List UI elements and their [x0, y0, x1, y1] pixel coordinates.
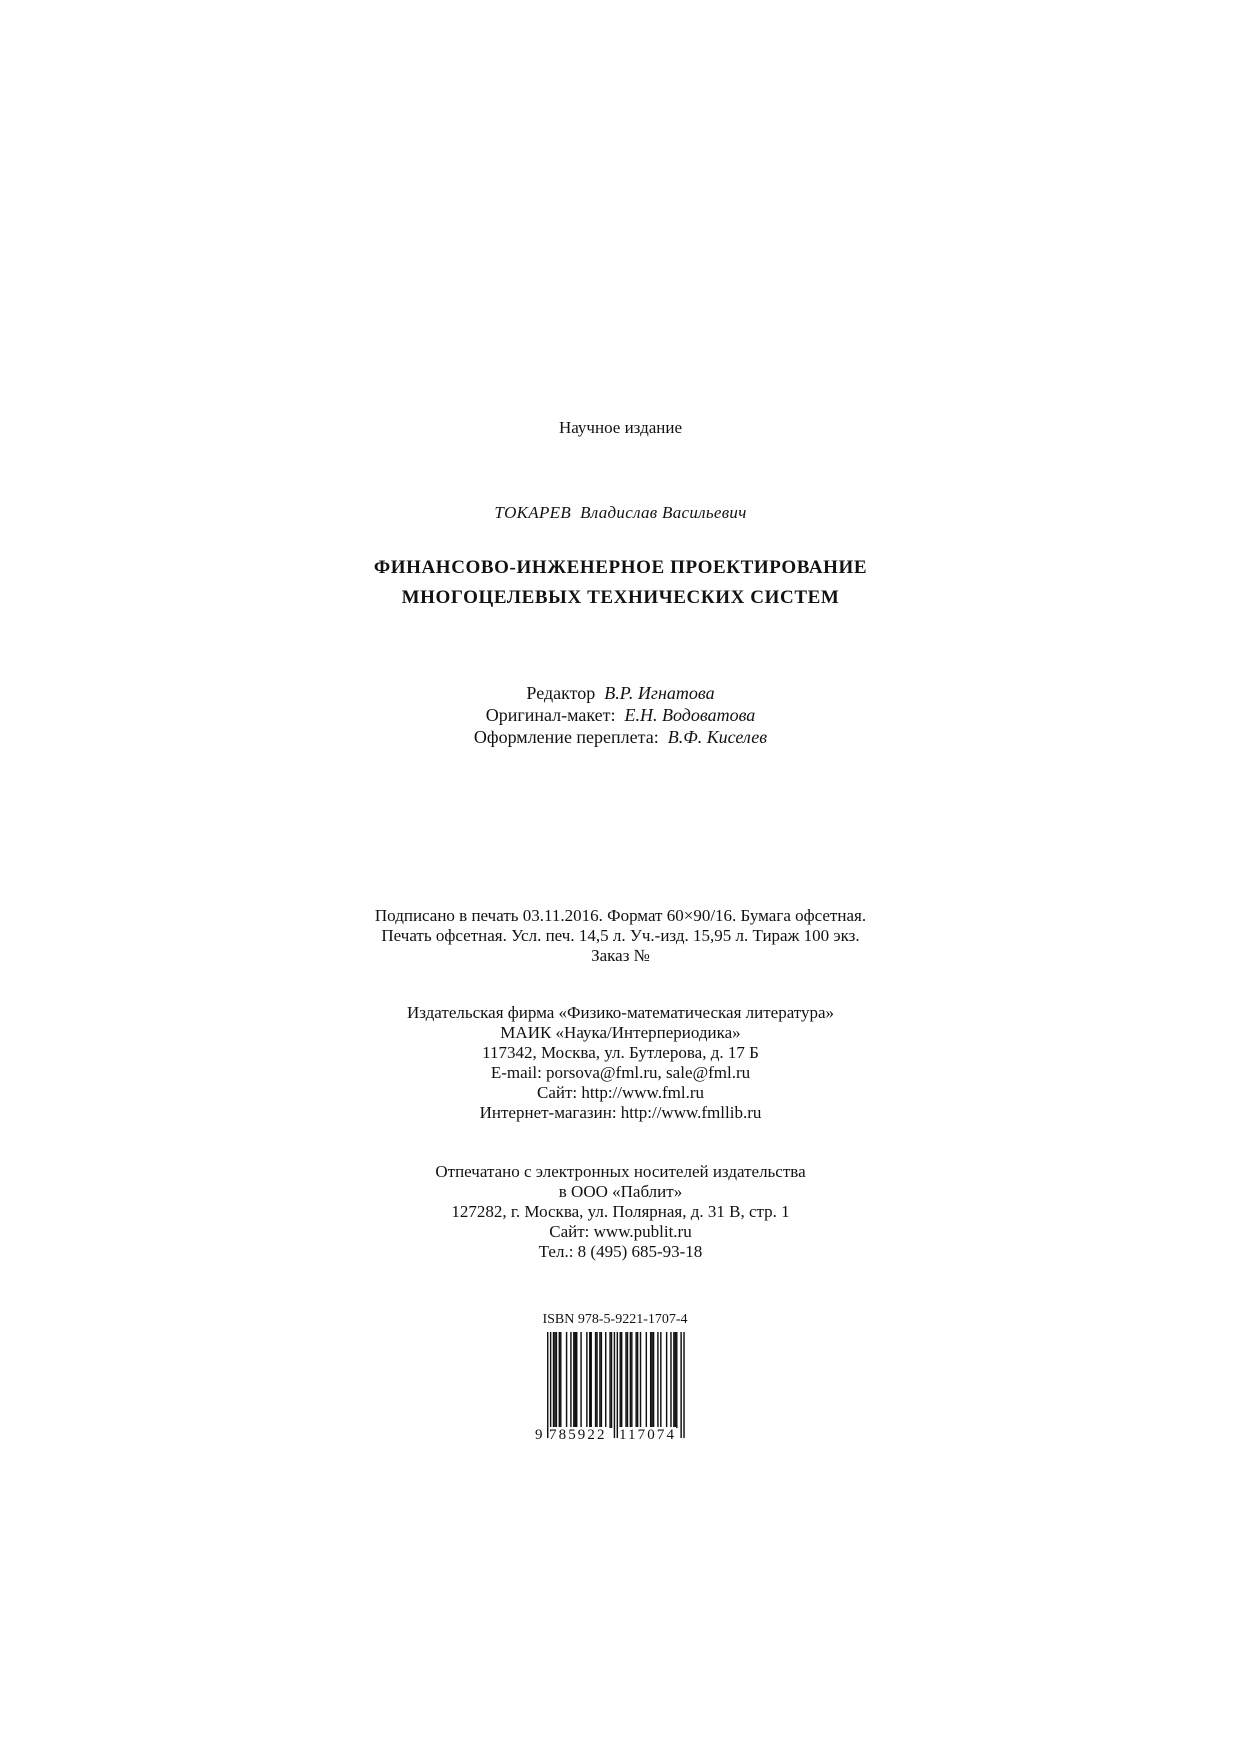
printer-phone: Тел.: 8 (495) 685-93-18	[538, 1242, 703, 1261]
barcode-bar	[660, 1332, 661, 1428]
barcode-bar	[589, 1332, 590, 1428]
barcode-bar	[650, 1332, 651, 1428]
publisher-shop: Интернет-магазин: http://www.fmllib.ru	[479, 1103, 762, 1122]
author-surname: ТОКАРЕВ	[494, 503, 572, 522]
barcode-bar	[586, 1332, 587, 1428]
barcode-bar	[666, 1332, 667, 1428]
publication-type: Научное издание	[558, 418, 683, 437]
printer-block	[0, 1162, 1241, 1262]
barcode-bar	[620, 1332, 621, 1428]
print-info-line: Печать офсетная. Усл. печ. 14,5 л. Уч.-изд. 15,95 л. Тираж 100 экз.	[381, 926, 860, 945]
credit-label: Редактор	[526, 683, 596, 703]
barcode-bar	[673, 1332, 674, 1428]
barcode-bar	[553, 1332, 554, 1428]
barcode-bar	[646, 1332, 647, 1428]
barcode-bar	[556, 1332, 557, 1428]
barcode-bar	[631, 1332, 632, 1428]
publisher-block	[0, 1003, 1241, 1123]
print-info-line: Заказ №	[591, 946, 650, 965]
book-title-line-2: МНОГОЦЕЛЕВЫХ ТЕХНИЧЕСКИХ СИСТЕМ	[401, 587, 840, 608]
barcode-bar	[630, 1332, 631, 1428]
barcode-bar	[627, 1332, 628, 1428]
barcode-digits-left: 785922	[549, 1427, 607, 1443]
barcode-area	[535, 1332, 695, 1444]
barcode-first-digit: 9	[535, 1427, 545, 1443]
barcode-bar	[609, 1332, 610, 1428]
barcode-bar	[625, 1332, 626, 1428]
barcode-bar	[596, 1332, 597, 1428]
credit-name: В.Р. Игнатова	[604, 683, 715, 703]
barcode-bar	[566, 1332, 567, 1428]
barcode-bar	[637, 1332, 638, 1428]
barcode-bar	[595, 1332, 596, 1428]
author-given-names: Владислав Васильевич	[580, 503, 747, 522]
barcode-bar	[573, 1332, 574, 1428]
credits-block	[0, 682, 1241, 748]
barcode-bar	[554, 1332, 555, 1428]
publisher-site: Сайт: http://www.fml.ru	[537, 1083, 704, 1102]
barcode-bar	[605, 1332, 606, 1428]
barcode-bar	[601, 1332, 602, 1428]
publisher-line: 117342, Москва, ул. Бутлерова, д. 17 Б	[482, 1043, 759, 1062]
isbn-label: ISBN 978-5-9221-1707-4	[542, 1312, 688, 1327]
credit-name: Е.Н. Водоватова	[624, 705, 756, 725]
printer-line: в ООО «Паблит»	[558, 1182, 683, 1201]
barcode-bar	[560, 1332, 561, 1428]
publisher-line: Издательская фирма «Физико-математическая литература»	[406, 1003, 835, 1022]
publisher-email: E-mail: porsova@fml.ru, sale@fml.ru	[490, 1063, 751, 1082]
barcode-bar	[599, 1332, 600, 1428]
barcode-bar	[621, 1332, 622, 1428]
credit-label: Оформление переплета:	[473, 727, 659, 747]
credit-layout	[0, 704, 1241, 726]
barcode-bar	[611, 1332, 612, 1428]
barcode-bar	[575, 1332, 576, 1428]
printer-line: 127282, г. Москва, ул. Полярная, д. 31 В, стр. 1	[451, 1202, 790, 1221]
barcode-bar	[570, 1332, 571, 1428]
print-info-block	[0, 906, 1241, 966]
credit-editor	[0, 682, 1241, 704]
printer-line: Отпечатано с электронных носителей издательства	[435, 1162, 806, 1181]
barcode-bar	[651, 1332, 652, 1428]
barcode-bar	[580, 1332, 581, 1428]
barcode-bar	[576, 1332, 577, 1428]
barcode-guard-bar	[547, 1332, 548, 1438]
barcode-bar	[657, 1332, 658, 1428]
book-title	[0, 553, 1241, 613]
printer-site: Сайт: www.publit.ru	[549, 1222, 692, 1241]
credit-binding-design	[0, 726, 1241, 748]
isbn-barcode-block	[535, 1312, 695, 1444]
barcode-bar	[670, 1332, 671, 1428]
barcode-bar	[640, 1332, 641, 1428]
credit-label: Оригинал-макет:	[485, 705, 616, 725]
publisher-line: МАИК «Наука/Интерпериодика»	[500, 1023, 741, 1042]
barcode-bar	[675, 1332, 676, 1428]
barcode-guard-bar	[617, 1332, 618, 1438]
author-line	[0, 503, 1241, 523]
barcode-digits-right: 117074	[619, 1427, 677, 1443]
barcode-bar	[653, 1332, 654, 1428]
book-title-line-1: ФИНАНСОВО-ИНЖЕНЕРНОЕ ПРОЕКТИРОВАНИЕ	[373, 557, 868, 578]
barcode-bar	[676, 1332, 677, 1428]
barcode-bar	[559, 1332, 560, 1428]
print-info-line: Подписано в печать 03.11.2016. Формат 60×90/16. Бумага офсетная.	[374, 906, 867, 925]
barcode-guard-bar	[680, 1332, 681, 1438]
barcode-bar	[591, 1332, 592, 1428]
barcode-guard-bar	[550, 1332, 551, 1438]
barcode-guard-bar	[683, 1332, 684, 1438]
credit-name: В.Ф. Киселев	[667, 727, 768, 747]
barcode-guard-bar	[614, 1332, 615, 1438]
barcode-bar	[635, 1332, 636, 1428]
